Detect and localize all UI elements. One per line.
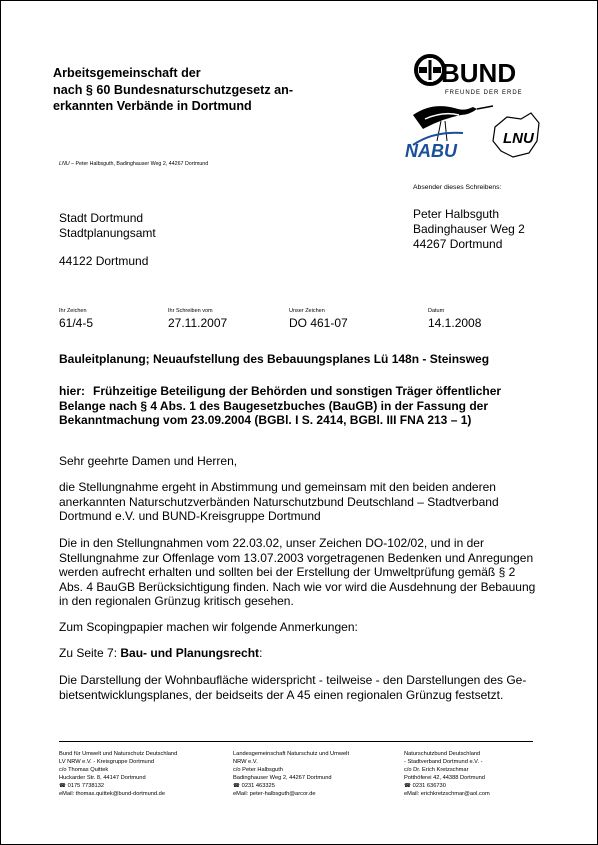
meta-your-letter: Ihr Schreiben vom 27.11.2007 (168, 308, 228, 330)
organisation-title: Arbeitsgemeinschaft der nach § 60 Bundesnaturschutzgesetz an- erkannten Verbände in Dortmund (53, 66, 294, 113)
footer-lnu: Landesgemeinschaft Naturschutz und Umwelt NRW e.V. c/o Peter Halbsguth Badinghauser Weg 2, 44267 Dortmund ☎ 0231 463325 eMail: peter-halbsguth@arcor.de (233, 751, 350, 797)
nabu-wordmark: NABU (405, 141, 457, 161)
footer-bund: Bund für Umwelt und Naturschutz Deutschland LV NRW e.V. - Kreisgruppe Dortmund c/o Thomas Quittek Huckarder Str. 8, 44147 Dortmund ☎ 0175 7738132 eMail: thomas.quittek@bund-dortmund.de (59, 751, 178, 797)
return-address-line: LNU – Peter Halbsguth, Badinghauser Weg 2, 44267 Dortmund (59, 161, 209, 167)
salutation: Sehr geehrte Damen und Herren, (59, 454, 238, 468)
bund-logo (416, 56, 523, 96)
bund-wordmark: BUND (441, 58, 517, 88)
sender-address: Peter Halbsguth Badinghauser Weg 2 44267 Dortmund (413, 207, 525, 251)
meta-your-ref: Ihr Zeichen 61/4-5 (59, 308, 94, 330)
recipient-address: Stadt Dortmund Stadtplanungsamt 44122 Dortmund (59, 211, 156, 268)
meta-date: Datum 14.1.2008 (428, 308, 482, 330)
meta-our-ref: Unser Zeichen DO 461-07 (289, 308, 348, 330)
footer-divider (59, 741, 533, 742)
paragraph-scoping: Zum Scopingpapier machen wir folgende Anmerkungen: (59, 620, 358, 634)
paragraph-intro: die Stellungnahme ergeht in Abstimmung und gemeinsam mit den beiden anderen anerkannten Naturschutzverbänden Naturschutzbund Deutschland – Stadtverband Dortmund e.V. und BUND-Kreisgruppe Dortmund (59, 480, 499, 524)
logo-group (403, 49, 543, 169)
paragraph-previous-statements: Die in den Stellungnahmen vom 22.03.02, unser Zeichen DO-102/02, und in der Stellungnahme zur Offenlage vom 13.07.2003 vorgetragenen Bedenken und Anregungen werden aufrecht erhalten und sollten bei der Erstellung der Umweltprüfung gemäß § 2 Abs. 4 BauGB Berücksichtigung finden. Nach wie vor wird die Ausdehnung der Bebauung in den regionalen Grünzug kritisch gesehen. (59, 536, 536, 609)
footer-nabu: Naturschutzbund Deutschland - Stadtverband Dortmund e.V. - c/o Dr. Erich Kretzschmar Potthöferei 42, 44388 Dortmund ☎ 0231 636730 eMail: erichkretzschmar@aol.com (404, 751, 490, 797)
lnu-wordmark: LNU (503, 130, 534, 147)
section-heading-page7: Zu Seite 7: Bau- und Planungsrecht: (59, 646, 263, 660)
subject-detail: hier: Frühzeitige Beteiligung der Behörden und sonstigen Träger öffentlicher Belange nach § 4 Abs. 1 des Baugesetzbuches (BauGB) in der Fassung der Bekanntmachung vom 23.09.2004 (BGBl. I S. 2414, BGBl. III FNA 213 – 1) (59, 384, 502, 428)
sender-label: Absender dieses Schreibens: (413, 184, 502, 191)
bund-subline: FREUNDE DER ERDE (445, 90, 523, 96)
stork-icon (413, 106, 493, 145)
lnu-logo (493, 113, 539, 157)
paragraph-land-use: Die Darstellung der Wohnbaufläche widerspricht - teilweise - den Darstellungen des Ge- bietsentwicklungsplanes, der beidseits der A 45 einen regionalen Grünzug festsetzt. (59, 673, 527, 702)
subject-line: Bauleitplanung; Neuaufstellung des Bebauungsplanes Lü 148n - Steinsweg (59, 352, 490, 366)
